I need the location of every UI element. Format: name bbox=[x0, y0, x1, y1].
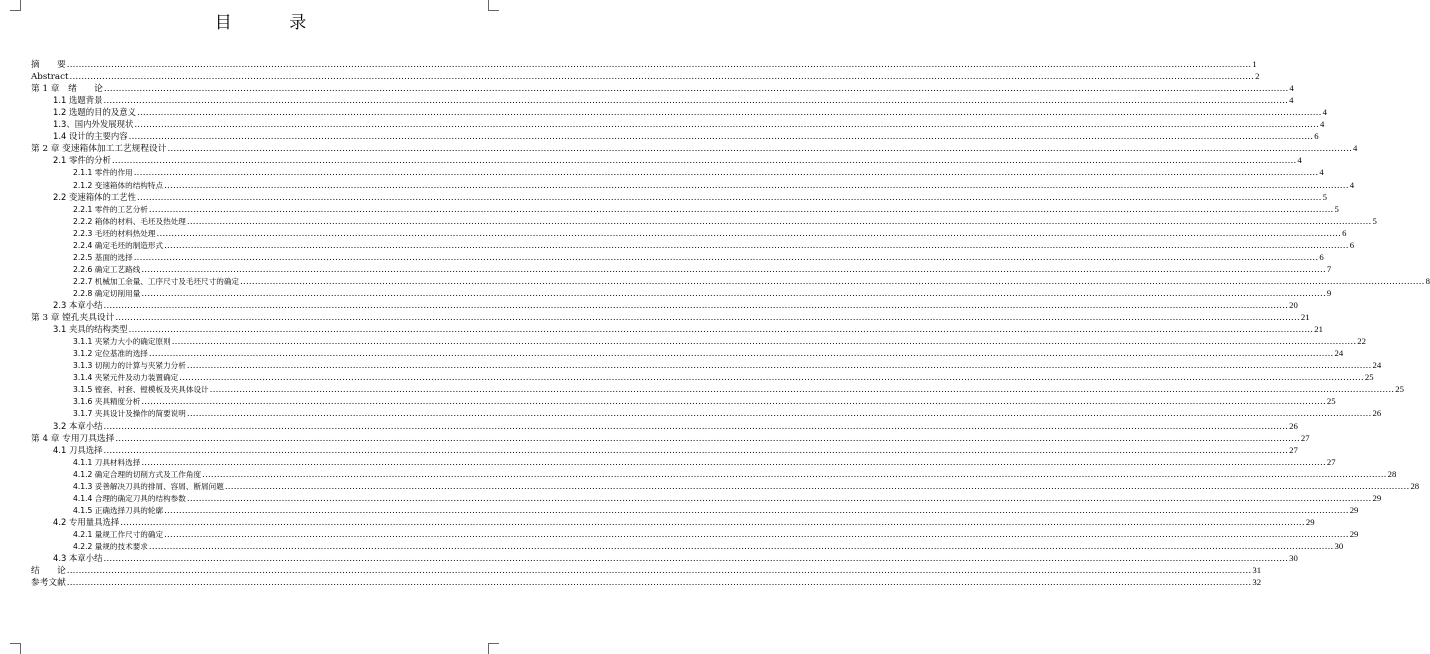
toc-entry-label: 4.1.2 确定合理的切削方式及工作角度 bbox=[73, 469, 202, 479]
toc-leader-dots: ................................................................................................................................................................................................................................................................................................................................................................................................................ bbox=[66, 578, 1252, 589]
toc-entry[interactable] bbox=[73, 492, 1382, 504]
toc-entry-label: Abstract bbox=[31, 72, 69, 83]
toc-entry-page: 28 bbox=[1410, 480, 1420, 491]
toc-leader-dots: ................................................................................................................................................................................................................................................................................................................................................................................................................ bbox=[156, 228, 1342, 239]
toc-entry[interactable] bbox=[53, 300, 1298, 311]
toc-leader-dots: ................................................................................................................................................................................................................................................................................................................................................................................................................ bbox=[209, 385, 1395, 396]
toc-entry-label: 4.2.1 量规工作尺寸的确定 bbox=[73, 529, 164, 539]
toc-leader-dots: ................................................................................................................................................................................................................................................................................................................................................................................................................ bbox=[224, 481, 1410, 492]
toc-entry-label: 3.1.5 镗套、衬套、镗模板及夹具体设计 bbox=[73, 385, 209, 395]
toc-entry-page: 21 bbox=[1314, 324, 1323, 335]
toc-entry[interactable] bbox=[73, 360, 1382, 372]
toc-entry-label: 3.1.6 夹具精度分析 bbox=[73, 397, 141, 407]
toc-entry[interactable] bbox=[31, 71, 1260, 83]
toc-entry-label: 1.4 设计的主要内容 bbox=[53, 131, 128, 142]
toc-entry-label: 4.1.3 妥善解决刀具的排屑、容屑、断屑问题 bbox=[73, 481, 224, 491]
page-title: 目 录 bbox=[214, 13, 333, 33]
toc-entry-page: 28 bbox=[1387, 468, 1397, 479]
toc-entry-page: 25 bbox=[1364, 372, 1374, 383]
toc-entry[interactable] bbox=[31, 143, 1358, 155]
toc-leader-dots: ................................................................................................................................................................................................................................................................................................................................................................................................................ bbox=[133, 252, 1319, 263]
toc-entry-page: 30 bbox=[1289, 553, 1298, 564]
toc-entry[interactable] bbox=[53, 107, 1327, 119]
toc-leader-dots: ................................................................................................................................................................................................................................................................................................................................................................................................................ bbox=[179, 373, 1364, 384]
toc-leader-dots: ................................................................................................................................................................................................................................................................................................................................................................................................................ bbox=[240, 276, 1425, 287]
toc-entry-page: 1 bbox=[1252, 59, 1257, 69]
toc-entry-page: 24 bbox=[1334, 348, 1344, 359]
toc-entry-label: 1.1 选题背景 bbox=[53, 95, 103, 106]
toc-entry-label: 1.2 选题的目的及意义 bbox=[53, 107, 136, 118]
toc-entry-label: 2.2.5 基面的选择 bbox=[73, 252, 133, 262]
toc-entry[interactable] bbox=[73, 336, 1366, 348]
toc-leader-dots: ................................................................................................................................................................................................................................................................................................................................................................................................................ bbox=[186, 493, 1372, 504]
toc-entry[interactable] bbox=[53, 119, 1325, 131]
toc-entry-page: 29 bbox=[1372, 492, 1382, 503]
toc-entry-page: 27 bbox=[1300, 432, 1310, 443]
toc-entry[interactable] bbox=[73, 179, 1355, 191]
toc-entry[interactable] bbox=[73, 528, 1359, 540]
toc-entry[interactable] bbox=[53, 420, 1298, 432]
toc-entry[interactable] bbox=[73, 408, 1382, 420]
toc-entry[interactable] bbox=[73, 275, 1430, 287]
toc-entry-label: 4.1.5 正确选择刀具的轮廓 bbox=[73, 505, 164, 515]
toc-entry[interactable] bbox=[53, 131, 1319, 143]
toc-leader-dots: ................................................................................................................................................................................................................................................................................................................................................................................................................ bbox=[69, 72, 1255, 83]
toc-leader-dots: ................................................................................................................................................................................................................................................................................................................................................................................................................ bbox=[103, 84, 1289, 95]
toc-entry-page: 27 bbox=[1289, 444, 1298, 455]
toc-leader-dots: ................................................................................................................................................................................................................................................................................................................................................................................................................ bbox=[148, 542, 1334, 552]
toc-entry[interactable] bbox=[73, 396, 1336, 408]
toc-leader-dots: ................................................................................................................................................................................................................................................................................................................................................................................................................ bbox=[66, 60, 1252, 70]
toc-entry-page: 5 bbox=[1372, 215, 1377, 226]
toc-entry-label: 参考文献 bbox=[31, 578, 66, 589]
toc-leader-dots: ................................................................................................................................................................................................................................................................................................................................................................................................................ bbox=[133, 168, 1319, 179]
toc-entry-page: 26 bbox=[1289, 420, 1298, 431]
toc-entry-label: 3.1.3 切削力的计算与夹紧力分析 bbox=[73, 361, 186, 371]
toc-entry-label: 2.2 变速箱体的工艺性 bbox=[53, 191, 136, 202]
toc-entry[interactable] bbox=[73, 239, 1355, 251]
toc-leader-dots: ................................................................................................................................................................................................................................................................................................................................................................................................................ bbox=[111, 156, 1297, 167]
toc-entry-page: 27 bbox=[1326, 456, 1336, 467]
toc-entry[interactable] bbox=[31, 565, 1262, 577]
toc-entry[interactable] bbox=[73, 263, 1332, 275]
toc-leader-dots: ................................................................................................................................................................................................................................................................................................................................................................................................................ bbox=[136, 108, 1322, 119]
toc-entry-page: 21 bbox=[1300, 312, 1310, 323]
toc-entry-page: 5 bbox=[1334, 203, 1339, 214]
toc-entry-page: 6 bbox=[1342, 227, 1347, 238]
toc-leader-dots: ................................................................................................................................................................................................................................................................................................................................................................................................................ bbox=[136, 192, 1322, 203]
toc-entry[interactable] bbox=[53, 444, 1298, 456]
toc-entry-page: 6 bbox=[1349, 239, 1355, 250]
toc-entry-page: 31 bbox=[1252, 565, 1262, 576]
toc-leader-dots: ................................................................................................................................................................................................................................................................................................................................................................................................................ bbox=[164, 240, 1349, 251]
toc-entry-page: 4 bbox=[1289, 83, 1294, 94]
toc-entry[interactable] bbox=[53, 95, 1294, 107]
toc-leader-dots: ................................................................................................................................................................................................................................................................................................................................................................................................................ bbox=[128, 132, 1314, 143]
toc-leader-dots: ................................................................................................................................................................................................................................................................................................................................................................................................................ bbox=[164, 180, 1349, 191]
toc-entry-page: 24 bbox=[1372, 360, 1382, 371]
toc-entry-label: 1.3、国内外发展现状 bbox=[53, 119, 134, 130]
toc-entry-label: 第 3 章 镗孔夹具设计 bbox=[31, 313, 115, 324]
toc-leader-dots: ................................................................................................................................................................................................................................................................................................................................................................................................................ bbox=[103, 301, 1289, 311]
toc-entry-page: 25 bbox=[1395, 384, 1404, 395]
toc-entry-page: 4 bbox=[1353, 143, 1358, 154]
toc-entry[interactable] bbox=[53, 516, 1315, 528]
toc-entry-label: 4.1 刀具选择 bbox=[53, 444, 103, 455]
toc-entry-page: 8 bbox=[1425, 275, 1430, 286]
toc-leader-dots: ................................................................................................................................................................................................................................................................................................................................................................................................................ bbox=[120, 517, 1305, 528]
toc-entry[interactable] bbox=[73, 167, 1324, 179]
toc-entry-label: 摘 要 bbox=[31, 60, 66, 70]
toc-entry-page: 22 bbox=[1357, 336, 1366, 347]
toc-entry-page: 9 bbox=[1326, 287, 1332, 298]
toc-entry[interactable] bbox=[31, 83, 1294, 95]
toc-entry-label: 2.1 零件的分析 bbox=[53, 155, 111, 166]
toc-entry-label: 2.3 本章小结 bbox=[53, 300, 103, 310]
toc-entry[interactable] bbox=[73, 203, 1339, 215]
toc-entry-page: 6 bbox=[1319, 251, 1324, 262]
toc-entry-label: 2.1.2 变速箱体的结构特点 bbox=[73, 180, 164, 190]
toc-entry[interactable] bbox=[73, 348, 1344, 360]
toc-entry[interactable] bbox=[73, 504, 1359, 516]
toc-leader-dots: ................................................................................................................................................................................................................................................................................................................................................................................................................ bbox=[141, 397, 1326, 408]
toc-entry[interactable] bbox=[73, 468, 1397, 480]
toc-entry[interactable] bbox=[53, 191, 1327, 203]
toc-entry-label: 3.1.4 夹紧元件及动力装置确定 bbox=[73, 373, 179, 383]
toc-entry-page: 7 bbox=[1326, 263, 1332, 274]
toc-entry-label: 2.2.7 机械加工余量、工序尺寸及毛坯尺寸的确定 bbox=[73, 276, 240, 286]
toc-entry-label: 4.3 本章小结 bbox=[53, 553, 103, 564]
toc-entry-label: 第 1 章 绪 论 bbox=[31, 84, 103, 95]
toc-entry-label: 2.2.6 确定工艺路线 bbox=[73, 264, 141, 274]
corner-mark-bottom-left bbox=[10, 643, 21, 654]
toc-entry-label: 2.1.1 零件的作用 bbox=[73, 168, 133, 178]
toc-entry-page: 5 bbox=[1322, 191, 1327, 202]
toc-entry-label: 结 论 bbox=[31, 566, 66, 577]
toc-entry[interactable] bbox=[73, 480, 1420, 492]
toc-leader-dots: ................................................................................................................................................................................................................................................................................................................................................................................................................ bbox=[141, 457, 1326, 468]
toc-leader-dots: ................................................................................................................................................................................................................................................................................................................................................................................................................ bbox=[148, 349, 1334, 360]
toc-entry[interactable] bbox=[31, 59, 1257, 70]
toc-entry-label: 2.2.8 确定切削用量 bbox=[73, 288, 141, 298]
toc-entry-label: 4.2.2 量规的技术要求 bbox=[73, 542, 148, 551]
toc-entry-page: 29 bbox=[1349, 504, 1359, 515]
toc-entry-page: 29 bbox=[1349, 528, 1359, 539]
toc-leader-dots: ................................................................................................................................................................................................................................................................................................................................................................................................................ bbox=[167, 144, 1353, 155]
toc-leader-dots: ................................................................................................................................................................................................................................................................................................................................................................................................................ bbox=[186, 409, 1372, 420]
toc-entry-label: 2.2.3 毛坯的材料热处理 bbox=[73, 228, 156, 238]
toc-entry-page: 25 bbox=[1326, 396, 1336, 407]
toc-entry[interactable] bbox=[73, 456, 1336, 468]
toc-entry[interactable] bbox=[31, 312, 1310, 324]
toc-leader-dots: ................................................................................................................................................................................................................................................................................................................................................................................................................ bbox=[103, 421, 1289, 432]
toc-leader-dots: ................................................................................................................................................................................................................................................................................................................................................................................................................ bbox=[141, 264, 1326, 275]
toc-leader-dots: ................................................................................................................................................................................................................................................................................................................................................................................................................ bbox=[115, 433, 1300, 444]
toc-entry-page: 20 bbox=[1289, 300, 1298, 310]
toc-leader-dots: ................................................................................................................................................................................................................................................................................................................................................................................................................ bbox=[171, 337, 1357, 348]
toc-entry[interactable] bbox=[31, 432, 1310, 444]
toc-leader-dots: ................................................................................................................................................................................................................................................................................................................................................................................................................ bbox=[141, 288, 1326, 299]
toc-entry-label: 4.2 专用量具选择 bbox=[53, 516, 120, 527]
toc-entry-page: 6 bbox=[1314, 131, 1319, 142]
toc-entry-label: 2.2.2 箱体的材料、毛坯及热处理 bbox=[73, 216, 186, 226]
toc-entry-page: 2 bbox=[1255, 71, 1260, 82]
toc-entry-label: 4.1.1 刀具材料选择 bbox=[73, 457, 141, 467]
toc-entry[interactable] bbox=[53, 553, 1298, 565]
toc-leader-dots: ................................................................................................................................................................................................................................................................................................................................................................................................................ bbox=[186, 216, 1372, 227]
toc-entry[interactable] bbox=[73, 215, 1377, 227]
toc-leader-dots: ................................................................................................................................................................................................................................................................................................................................................................................................................ bbox=[103, 96, 1289, 107]
toc-entry[interactable] bbox=[73, 541, 1344, 552]
toc-entry-label: 2.2.1 零件的工艺分析 bbox=[73, 204, 148, 214]
toc-entry[interactable] bbox=[53, 155, 1302, 167]
toc-entry[interactable] bbox=[73, 384, 1404, 396]
toc-leader-dots: ................................................................................................................................................................................................................................................................................................................................................................................................................ bbox=[202, 469, 1387, 480]
toc-entry-label: 第 2 章 变速箱体加工工艺规程设计 bbox=[31, 144, 167, 155]
toc-entry[interactable] bbox=[53, 324, 1323, 336]
toc-entry-label: 4.1.4 合理的确定刀具的结构参数 bbox=[73, 493, 186, 503]
toc-leader-dots: ................................................................................................................................................................................................................................................................................................................................................................................................................ bbox=[103, 554, 1289, 565]
toc-entry-label: 2.2.4 确定毛坯的制造形式 bbox=[73, 240, 164, 250]
toc-entry-page: 4 bbox=[1319, 119, 1325, 130]
toc-entry-page: 4 bbox=[1297, 155, 1302, 166]
toc-leader-dots: ................................................................................................................................................................................................................................................................................................................................................................................................................ bbox=[164, 529, 1349, 540]
toc-entry-page: 26 bbox=[1372, 408, 1382, 419]
toc-entry-page: 30 bbox=[1334, 541, 1344, 551]
toc-leader-dots: ................................................................................................................................................................................................................................................................................................................................................................................................................ bbox=[186, 361, 1372, 372]
toc-entry-page: 32 bbox=[1252, 577, 1262, 588]
toc-entry[interactable] bbox=[73, 287, 1332, 299]
toc-leader-dots: ................................................................................................................................................................................................................................................................................................................................................................................................................ bbox=[148, 204, 1334, 215]
toc-entry[interactable] bbox=[73, 372, 1374, 384]
toc-entry-page: 4 bbox=[1349, 179, 1355, 190]
toc-entry-label: 3.1 夹具的结构类型 bbox=[53, 324, 128, 335]
toc-entry[interactable] bbox=[73, 251, 1324, 263]
toc-leader-dots: ................................................................................................................................................................................................................................................................................................................................................................................................................ bbox=[164, 505, 1349, 516]
toc-entry-label: 3.2 本章小结 bbox=[53, 420, 103, 431]
toc-leader-dots: ................................................................................................................................................................................................................................................................................................................................................................................................................ bbox=[128, 325, 1314, 336]
toc-entry[interactable] bbox=[31, 577, 1262, 589]
toc-leader-dots: ................................................................................................................................................................................................................................................................................................................................................................................................................ bbox=[103, 445, 1289, 456]
toc-entry-page: 4 bbox=[1319, 167, 1324, 178]
corner-mark-bottom-right bbox=[488, 643, 499, 654]
toc-leader-dots: ................................................................................................................................................................................................................................................................................................................................................................................................................ bbox=[115, 313, 1300, 324]
toc-leader-dots: ................................................................................................................................................................................................................................................................................................................................................................................................................ bbox=[134, 120, 1319, 131]
toc-entry-page: 4 bbox=[1322, 107, 1327, 118]
toc-entry-label: 3.1.7 夹具设计及操作的简要说明 bbox=[73, 409, 186, 419]
toc-entry[interactable] bbox=[73, 227, 1347, 239]
toc-entry-label: 第 4 章 专用刀具选择 bbox=[31, 433, 115, 444]
toc-entry-page: 29 bbox=[1305, 516, 1315, 527]
toc-entry-page: 4 bbox=[1289, 95, 1294, 106]
toc-entry-label: 3.1.1 夹紧力大小的确定原则 bbox=[73, 337, 171, 347]
toc-entry-label: 3.1.2 定位基准的选择 bbox=[73, 349, 148, 359]
toc-leader-dots: ................................................................................................................................................................................................................................................................................................................................................................................................................ bbox=[66, 566, 1252, 577]
